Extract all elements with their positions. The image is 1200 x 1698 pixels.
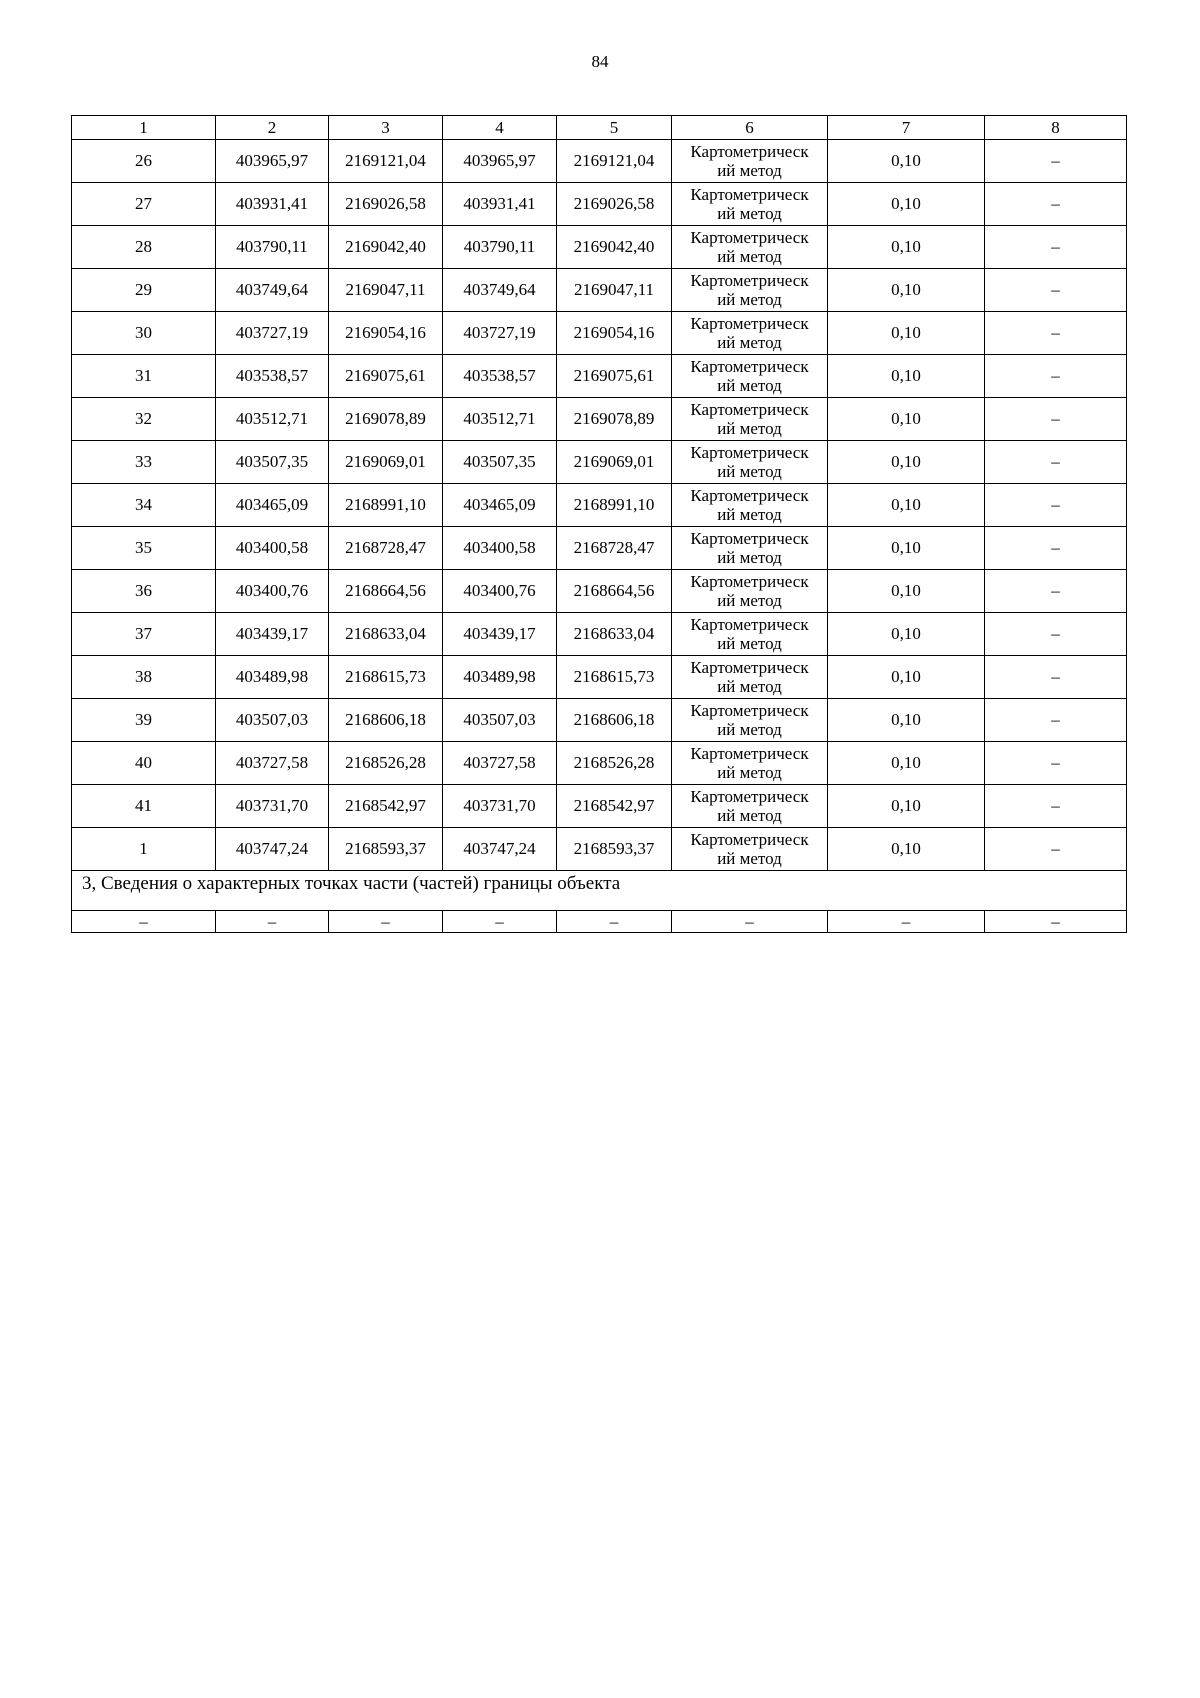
method-cell xyxy=(672,398,828,441)
x-coordinate-cell: 403507,35 xyxy=(443,441,557,484)
y-coordinate-cell: 2168593,37 xyxy=(557,828,672,871)
method-cell xyxy=(672,183,828,226)
table-row xyxy=(72,398,1127,441)
method-text-line: Картометрическ xyxy=(690,658,809,677)
point-number-cell: 26 xyxy=(72,140,216,183)
accuracy-cell: 0,10 xyxy=(828,785,985,828)
method-text-line: ий метод xyxy=(717,290,782,309)
column-number-row xyxy=(72,116,1127,140)
table-row xyxy=(72,742,1127,785)
method-cell xyxy=(672,828,828,871)
column-header: 5 xyxy=(557,116,672,140)
method-cell xyxy=(672,140,828,183)
column-header: 7 xyxy=(828,116,985,140)
method-text-line: Картометрическ xyxy=(690,486,809,505)
accuracy-cell: 0,10 xyxy=(828,183,985,226)
y-coordinate-cell: 2169078,89 xyxy=(329,398,443,441)
method-text-line: Картометрическ xyxy=(690,271,809,290)
point-number-cell: 41 xyxy=(72,785,216,828)
table-body xyxy=(72,116,1127,933)
x-coordinate-cell: 403727,19 xyxy=(216,312,329,355)
note-cell: – xyxy=(985,140,1127,183)
y-coordinate-cell: 2168542,97 xyxy=(557,785,672,828)
table-row xyxy=(72,312,1127,355)
method-text-line: ий метод xyxy=(717,419,782,438)
y-coordinate-cell: 2168526,28 xyxy=(557,742,672,785)
x-coordinate-cell: 403931,41 xyxy=(443,183,557,226)
method-text-line: ий метод xyxy=(717,505,782,524)
x-coordinate-cell: 403512,71 xyxy=(216,398,329,441)
y-coordinate-cell: 2168728,47 xyxy=(557,527,672,570)
y-coordinate-cell: 2168542,97 xyxy=(329,785,443,828)
x-coordinate-cell: 403727,19 xyxy=(443,312,557,355)
x-coordinate-cell: 403749,64 xyxy=(216,269,329,312)
page-number: 84 xyxy=(591,52,609,71)
note-cell: – xyxy=(985,312,1127,355)
column-header: 1 xyxy=(72,116,216,140)
empty-cell: – xyxy=(557,911,672,933)
point-number-cell: 32 xyxy=(72,398,216,441)
note-cell: – xyxy=(985,355,1127,398)
y-coordinate-cell: 2168633,04 xyxy=(557,613,672,656)
empty-cell: – xyxy=(443,911,557,933)
note-cell: – xyxy=(985,570,1127,613)
method-cell xyxy=(672,441,828,484)
y-coordinate-cell: 2168991,10 xyxy=(329,484,443,527)
y-coordinate-cell: 2168615,73 xyxy=(329,656,443,699)
table-row xyxy=(72,613,1127,656)
column-header: 3 xyxy=(329,116,443,140)
point-number-cell: 36 xyxy=(72,570,216,613)
y-coordinate-cell: 2168728,47 xyxy=(329,527,443,570)
column-header: 6 xyxy=(672,116,828,140)
y-coordinate-cell: 2169069,01 xyxy=(557,441,672,484)
y-coordinate-cell: 2169026,58 xyxy=(557,183,672,226)
y-coordinate-cell: 2169042,40 xyxy=(329,226,443,269)
table-row xyxy=(72,656,1127,699)
y-coordinate-cell: 2168606,18 xyxy=(557,699,672,742)
boundary-points-table xyxy=(71,115,1127,933)
empty-cell: – xyxy=(828,911,985,933)
accuracy-cell: 0,10 xyxy=(828,484,985,527)
table-row xyxy=(72,828,1127,871)
y-coordinate-cell: 2169121,04 xyxy=(557,140,672,183)
empty-values-row xyxy=(72,911,1127,933)
x-coordinate-cell: 403489,98 xyxy=(443,656,557,699)
y-coordinate-cell: 2169047,11 xyxy=(329,269,443,312)
note-cell: – xyxy=(985,269,1127,312)
table-row xyxy=(72,527,1127,570)
y-coordinate-cell: 2169121,04 xyxy=(329,140,443,183)
method-cell xyxy=(672,570,828,613)
table-row xyxy=(72,484,1127,527)
point-number-cell: 35 xyxy=(72,527,216,570)
accuracy-cell: 0,10 xyxy=(828,269,985,312)
method-text-line: ий метод xyxy=(717,806,782,825)
note-cell: – xyxy=(985,226,1127,269)
method-text-line: Картометрическ xyxy=(690,228,809,247)
method-text-line: Картометрическ xyxy=(690,400,809,419)
point-number-cell: 39 xyxy=(72,699,216,742)
y-coordinate-cell: 2169042,40 xyxy=(557,226,672,269)
table-row xyxy=(72,226,1127,269)
accuracy-cell: 0,10 xyxy=(828,398,985,441)
accuracy-cell: 0,10 xyxy=(828,613,985,656)
note-cell: – xyxy=(985,183,1127,226)
method-cell xyxy=(672,269,828,312)
note-cell: – xyxy=(985,742,1127,785)
y-coordinate-cell: 2169075,61 xyxy=(557,355,672,398)
x-coordinate-cell: 403489,98 xyxy=(216,656,329,699)
note-cell: – xyxy=(985,656,1127,699)
x-coordinate-cell: 403790,11 xyxy=(216,226,329,269)
y-coordinate-cell: 2168664,56 xyxy=(557,570,672,613)
accuracy-cell: 0,10 xyxy=(828,226,985,269)
point-number-cell: 37 xyxy=(72,613,216,656)
method-text-line: ий метод xyxy=(717,763,782,782)
method-text-line: Картометрическ xyxy=(690,529,809,548)
method-cell xyxy=(672,699,828,742)
table-row xyxy=(72,441,1127,484)
method-text-line: ий метод xyxy=(717,376,782,395)
x-coordinate-cell: 403465,09 xyxy=(216,484,329,527)
empty-cell: – xyxy=(72,911,216,933)
section-heading: 3, Сведения о характерных точках части (частей) границы объекта xyxy=(72,871,1127,911)
method-text-line: Картометрическ xyxy=(690,314,809,333)
empty-cell: – xyxy=(329,911,443,933)
y-coordinate-cell: 2169075,61 xyxy=(329,355,443,398)
method-text-line: Картометрическ xyxy=(690,443,809,462)
accuracy-cell: 0,10 xyxy=(828,527,985,570)
x-coordinate-cell: 403965,97 xyxy=(443,140,557,183)
y-coordinate-cell: 2168526,28 xyxy=(329,742,443,785)
x-coordinate-cell: 403747,24 xyxy=(216,828,329,871)
table-row xyxy=(72,785,1127,828)
x-coordinate-cell: 403507,03 xyxy=(216,699,329,742)
x-coordinate-cell: 403400,76 xyxy=(216,570,329,613)
accuracy-cell: 0,10 xyxy=(828,742,985,785)
note-cell: – xyxy=(985,828,1127,871)
accuracy-cell: 0,10 xyxy=(828,828,985,871)
note-cell: – xyxy=(985,527,1127,570)
x-coordinate-cell: 403747,24 xyxy=(443,828,557,871)
column-header: 2 xyxy=(216,116,329,140)
point-number-cell: 27 xyxy=(72,183,216,226)
x-coordinate-cell: 403931,41 xyxy=(216,183,329,226)
x-coordinate-cell: 403727,58 xyxy=(443,742,557,785)
method-text-line: ий метод xyxy=(717,548,782,567)
method-cell xyxy=(672,355,828,398)
accuracy-cell: 0,10 xyxy=(828,570,985,613)
x-coordinate-cell: 403465,09 xyxy=(443,484,557,527)
table-row xyxy=(72,183,1127,226)
method-text-line: Картометрическ xyxy=(690,701,809,720)
method-text-line: Картометрическ xyxy=(690,185,809,204)
point-number-cell: 34 xyxy=(72,484,216,527)
method-text-line: Картометрическ xyxy=(690,830,809,849)
section-heading-row xyxy=(72,871,1127,911)
empty-cell: – xyxy=(985,911,1127,933)
x-coordinate-cell: 403439,17 xyxy=(216,613,329,656)
note-cell: – xyxy=(985,398,1127,441)
method-text-line: Картометрическ xyxy=(690,744,809,763)
x-coordinate-cell: 403439,17 xyxy=(443,613,557,656)
y-coordinate-cell: 2168615,73 xyxy=(557,656,672,699)
method-text-line: ий метод xyxy=(717,849,782,868)
y-coordinate-cell: 2169047,11 xyxy=(557,269,672,312)
method-text-line: Картометрическ xyxy=(690,142,809,161)
empty-cell: – xyxy=(216,911,329,933)
x-coordinate-cell: 403538,57 xyxy=(216,355,329,398)
point-number-cell: 30 xyxy=(72,312,216,355)
method-text-line: ий метод xyxy=(717,333,782,352)
x-coordinate-cell: 403400,58 xyxy=(443,527,557,570)
method-cell xyxy=(672,226,828,269)
point-number-cell: 28 xyxy=(72,226,216,269)
accuracy-cell: 0,10 xyxy=(828,441,985,484)
x-coordinate-cell: 403731,70 xyxy=(216,785,329,828)
y-coordinate-cell: 2169069,01 xyxy=(329,441,443,484)
method-text-line: Картометрическ xyxy=(690,357,809,376)
accuracy-cell: 0,10 xyxy=(828,656,985,699)
method-cell xyxy=(672,613,828,656)
point-number-cell: 33 xyxy=(72,441,216,484)
note-cell: – xyxy=(985,699,1127,742)
column-header: 4 xyxy=(443,116,557,140)
empty-cell: – xyxy=(672,911,828,933)
method-text-line: ий метод xyxy=(717,677,782,696)
x-coordinate-cell: 403400,58 xyxy=(216,527,329,570)
x-coordinate-cell: 403400,76 xyxy=(443,570,557,613)
method-cell xyxy=(672,785,828,828)
method-text-line: ий метод xyxy=(717,161,782,180)
x-coordinate-cell: 403749,64 xyxy=(443,269,557,312)
y-coordinate-cell: 2168606,18 xyxy=(329,699,443,742)
y-coordinate-cell: 2169054,16 xyxy=(557,312,672,355)
x-coordinate-cell: 403538,57 xyxy=(443,355,557,398)
table-row xyxy=(72,140,1127,183)
method-cell xyxy=(672,484,828,527)
y-coordinate-cell: 2169026,58 xyxy=(329,183,443,226)
x-coordinate-cell: 403965,97 xyxy=(216,140,329,183)
point-number-cell: 31 xyxy=(72,355,216,398)
method-text-line: Картометрическ xyxy=(690,615,809,634)
y-coordinate-cell: 2168633,04 xyxy=(329,613,443,656)
method-cell xyxy=(672,742,828,785)
y-coordinate-cell: 2168991,10 xyxy=(557,484,672,527)
method-text-line: ий метод xyxy=(717,247,782,266)
note-cell: – xyxy=(985,484,1127,527)
point-number-cell: 1 xyxy=(72,828,216,871)
point-number-cell: 40 xyxy=(72,742,216,785)
method-text-line: Картометрическ xyxy=(690,787,809,806)
method-cell xyxy=(672,312,828,355)
point-number-cell: 29 xyxy=(72,269,216,312)
y-coordinate-cell: 2168593,37 xyxy=(329,828,443,871)
point-number-cell: 38 xyxy=(72,656,216,699)
note-cell: – xyxy=(985,613,1127,656)
method-cell xyxy=(672,527,828,570)
method-text-line: Картометрическ xyxy=(690,572,809,591)
method-text-line: ий метод xyxy=(717,204,782,223)
y-coordinate-cell: 2168664,56 xyxy=(329,570,443,613)
method-text-line: ий метод xyxy=(717,591,782,610)
accuracy-cell: 0,10 xyxy=(828,699,985,742)
x-coordinate-cell: 403507,35 xyxy=(216,441,329,484)
x-coordinate-cell: 403507,03 xyxy=(443,699,557,742)
table-row xyxy=(72,570,1127,613)
accuracy-cell: 0,10 xyxy=(828,355,985,398)
table-row xyxy=(72,269,1127,312)
x-coordinate-cell: 403512,71 xyxy=(443,398,557,441)
table-row xyxy=(72,355,1127,398)
x-coordinate-cell: 403731,70 xyxy=(443,785,557,828)
method-cell xyxy=(672,656,828,699)
y-coordinate-cell: 2169078,89 xyxy=(557,398,672,441)
accuracy-cell: 0,10 xyxy=(828,312,985,355)
y-coordinate-cell: 2169054,16 xyxy=(329,312,443,355)
method-text-line: ий метод xyxy=(717,634,782,653)
note-cell: – xyxy=(985,441,1127,484)
x-coordinate-cell: 403790,11 xyxy=(443,226,557,269)
method-text-line: ий метод xyxy=(717,462,782,481)
note-cell: – xyxy=(985,785,1127,828)
table-row xyxy=(72,699,1127,742)
accuracy-cell: 0,10 xyxy=(828,140,985,183)
x-coordinate-cell: 403727,58 xyxy=(216,742,329,785)
method-text-line: ий метод xyxy=(717,720,782,739)
column-header: 8 xyxy=(985,116,1127,140)
